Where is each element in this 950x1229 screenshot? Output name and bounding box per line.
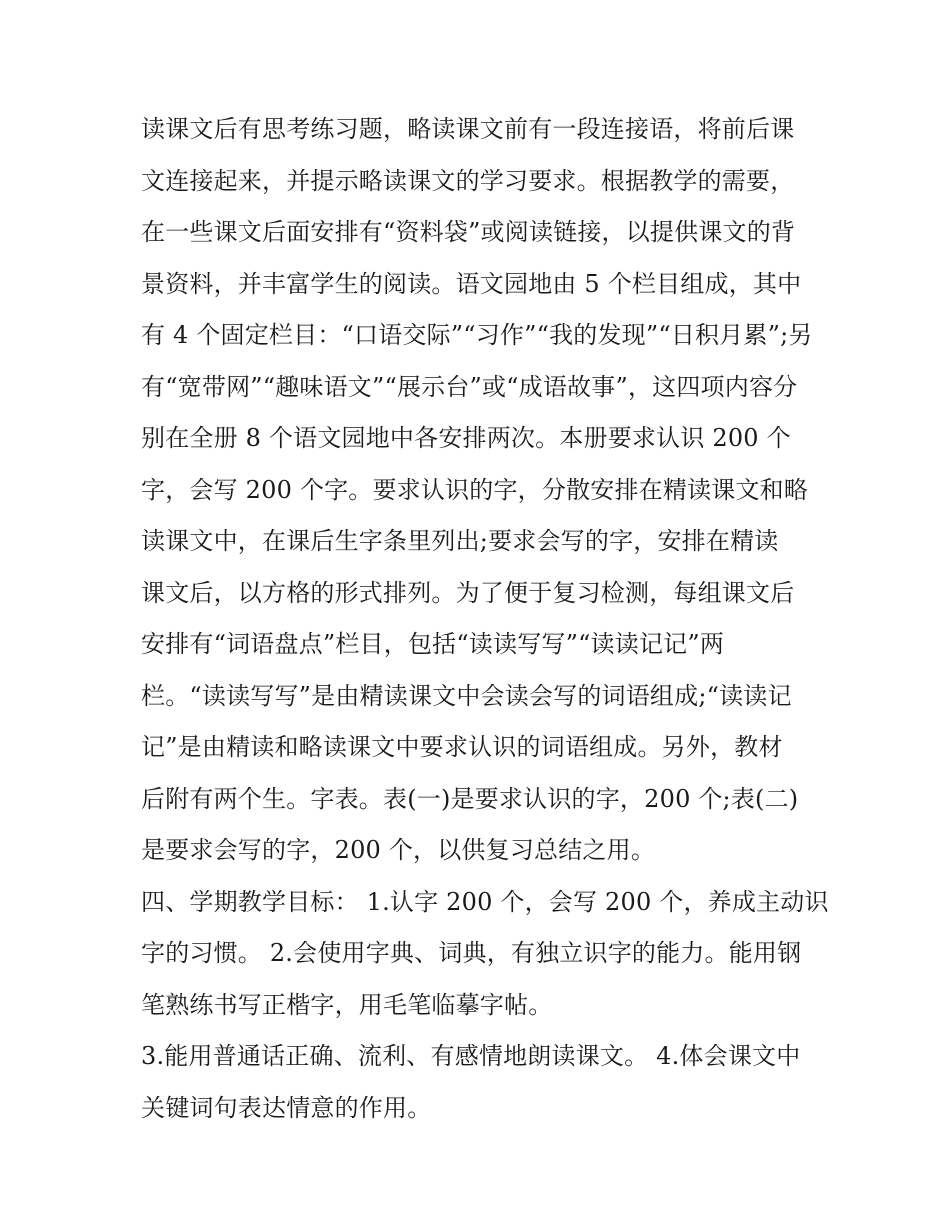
text-line: 有 4 个固定栏目：“口语交际”“习作”“我的发现”“日积月累”;另 — [141, 321, 813, 349]
text-line: 笔熟练书写正楷字，用毛笔临摹字帖。 — [141, 990, 553, 1019]
text-line: 别在全册 8 个语文园地中各安排两次。本册要求认识 200 个 — [141, 424, 791, 452]
document-body — [141, 104, 829, 1134]
text-line: 记”是由精读和略读课文中要求认识的词语组成。另外，教材 — [141, 733, 783, 761]
text-line: 栏。“读读写写”是由精读课文中会读会写的词语组成;“读读记 — [141, 681, 792, 710]
text-line: 是要求会写的字，200 个，以供复习总结之用。 — [141, 836, 656, 864]
text-line: 关键词句表达情意的作用。 — [141, 1093, 432, 1122]
text-line: 后附有两个生。字表。表(一)是要求认识的字，200 个;表(二) — [141, 784, 799, 813]
text-line: 在一些课文后面安排有“资料袋”或阅读链接，以提供课文的背 — [141, 218, 796, 246]
text-line: 四、学期教学目标： 1.认字 200 个，会写 200 个，养成主动识 — [141, 887, 829, 916]
text-line: 文连接起来，并提示略读课文的学习要求。根据教学的需要， — [141, 166, 795, 195]
text-line: 3.能用普通话正确、流利、有感情地朗读课文。 4.体会课文中 — [141, 1042, 801, 1070]
text-line: 读课文后有思考练习题，略读课文前有一段连接语，将前后课 — [141, 115, 795, 143]
text-line: 读课文中，在课后生字条里列出;要求会写的字，安排在精读 — [141, 527, 779, 555]
text-line: 安排有“词语盘点”栏目，包括“读读写写”“读读记记”两 — [141, 630, 725, 658]
text-line: 景资料，并丰富学生的阅读。语文园地由 5 个栏目组成，其中 — [141, 269, 802, 298]
text-line: 字的习惯。 2.会使用字典、词典，有独立识字的能力。能用钢 — [141, 939, 802, 967]
text-line: 字，会写 200 个字。要求认识的字，分散安排在精读课文和略 — [141, 475, 809, 504]
text-line: 课文后，以方格的形式排列。为了便于复习检测，每组课文后 — [141, 578, 795, 607]
text-line: 有“宽带网”“趣味语文”“展示台”或“成语故事”，这四项内容分 — [141, 372, 798, 401]
